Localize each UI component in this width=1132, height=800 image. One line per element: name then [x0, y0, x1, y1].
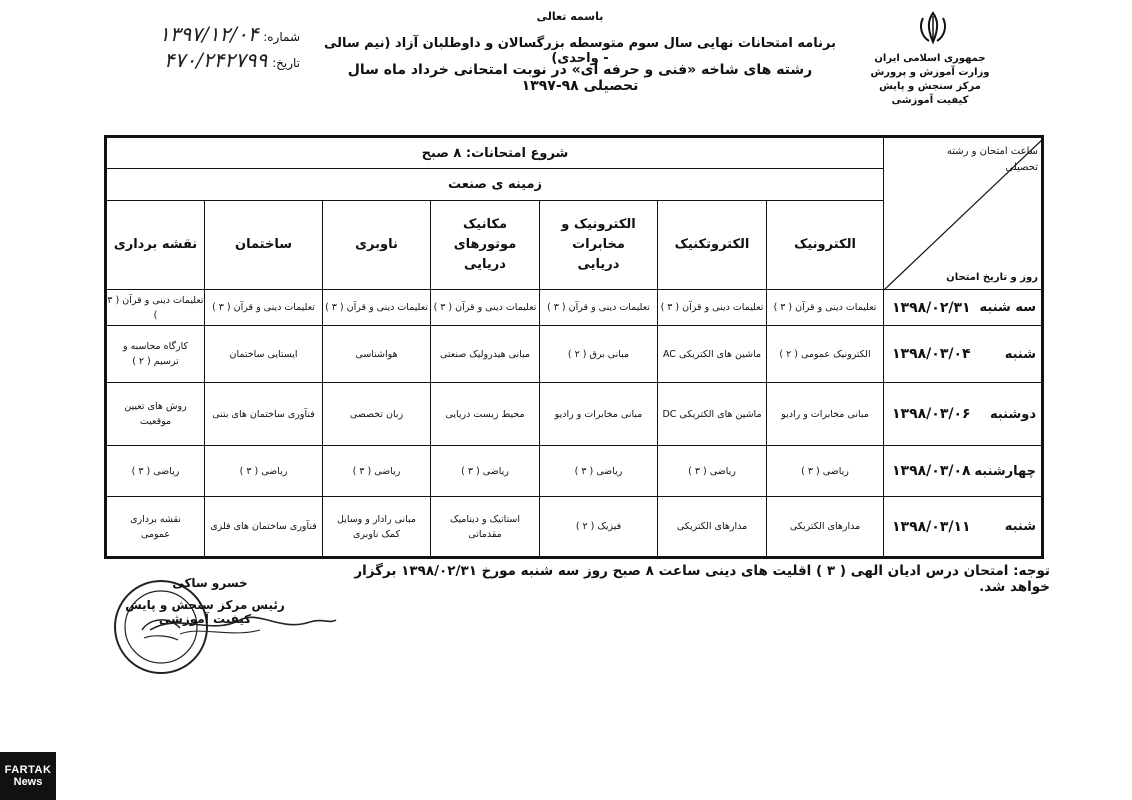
row-2-date: ۱۳۹۸/۰۳/۰۴ — [892, 346, 971, 362]
table-cell: استاتیک و دینامیک مقدماتی — [431, 497, 540, 556]
table-cell: نقشه برداری عمومی — [107, 497, 205, 556]
table-cell: مبانی هیدرولیک صنعتی — [431, 326, 540, 383]
table-cell: ریاضی ( ۳ ) — [107, 446, 205, 497]
col-header-electrotechnics: الکتروتکنیک — [658, 201, 767, 290]
footnote: توجه: امتحان درس ادیان الهی ( ۳ ) اقلیت های دینی ساعت ۸ صبح روز سه شنبه مورخ ۱۳۹۸/۰۲/۳۱ برگزار خواهد شد. — [354, 563, 1050, 595]
table-cell: مبانی مخابرات و رادیو — [767, 383, 884, 446]
date-value: ۴۷۰/۲۴۲۷۹۹ — [163, 48, 268, 72]
col-header-electronics: الکترونیک — [767, 201, 884, 290]
table-cell: ریاضی ( ۳ ) — [431, 446, 540, 497]
table-cell: ریاضی ( ۳ ) — [323, 446, 431, 497]
exam-schedule-table — [104, 135, 1044, 559]
col-header-navigation: ناوبری — [323, 201, 431, 290]
table-cell: فنآوری ساختمان های فلزی — [205, 497, 323, 556]
table-cell: روش های تعیین موقعیت — [107, 383, 205, 446]
org-block — [870, 52, 990, 108]
title-line-1: برنامه امتحانات نهایی سال سوم متوسطه بزرگسالان و داوطلبان آزاد (نیم سالی - واحدی) — [323, 36, 837, 66]
table-cell: مبانی برق ( ۲ ) — [540, 326, 658, 383]
table-cell: مدارهای الکتریکی — [658, 497, 767, 556]
table-cell: ریاضی ( ۳ ) — [658, 446, 767, 497]
table-cell: تعلیمات دینی و قرآن ( ۳ ) — [431, 290, 540, 326]
iran-emblem-icon — [915, 10, 951, 46]
letter-date — [85, 48, 300, 72]
table-cell: فنآوری ساختمان های بتنی — [205, 383, 323, 446]
title-line-2: رشته های شاخه «فنی و حرفه ای» در نوبت امتحانی خرداد ماه سال تحصیلی ۹۸-۱۳۹۷ — [347, 62, 813, 94]
row-1-day: سه شنبه — [979, 300, 1036, 315]
table-cell: ماشین های الکتریکی AC — [658, 326, 767, 383]
table-cell: مبانی رادار و وسایل کمک ناوبری — [323, 497, 431, 556]
date-label: تاریخ: — [272, 56, 300, 70]
row-4-day: چهارشنبه — [974, 463, 1036, 479]
table-cell: ریاضی ( ۳ ) — [540, 446, 658, 497]
row-4-date: ۱۳۹۸/۰۳/۰۸ — [892, 463, 971, 479]
signature-icon — [140, 602, 340, 642]
row-1-date: ۱۳۹۸/۰۲/۳۱ — [892, 299, 971, 316]
letter-number — [110, 22, 300, 46]
row-5-day: شنبه — [1004, 519, 1036, 534]
start-time-row: شروع امتحانات: ۸ صبح — [107, 138, 884, 169]
corner-top-label: ساعت امتحان و رشته تحصیلی — [946, 146, 1038, 173]
row-4-day-cell — [884, 446, 1044, 497]
brand-line-1: FARTAK — [4, 764, 52, 776]
bismillah-line: باسمه تعالی — [536, 10, 604, 23]
table-cell: مبانی مخابرات و رادیو — [540, 383, 658, 446]
col-header-surveying: نقشه برداری — [107, 201, 205, 290]
table-cell: الکترونیک عمومی ( ۲ ) — [767, 326, 884, 383]
number-value: ۱۳۹۷/۱۲/۰۴ — [159, 22, 259, 46]
table-cell: فیزیک ( ۲ ) — [540, 497, 658, 556]
corner-bottom-label: روز و تاریخ امتحان — [946, 272, 1038, 283]
signer-title: رئیس مرکز سنجش و پایش کیفیت آموزشی — [125, 598, 285, 626]
signer-name: خسرو ساکی — [172, 576, 248, 590]
fartak-news-logo — [0, 752, 56, 800]
table-cell: کارگاه محاسبه و ترسیم ( ۲ ) — [107, 326, 205, 383]
table-cell: محیط زیست دریایی — [431, 383, 540, 446]
number-label: شماره: — [263, 30, 300, 44]
row-2-day: شنبه — [1004, 346, 1036, 362]
row-5-day-cell — [884, 497, 1044, 556]
col-header-marine-electronics: الکترونیک و مخابرات دریایی — [540, 201, 658, 290]
org-line-ministry: وزارت آموزش و پرورش — [870, 67, 990, 78]
table-cell: تعلیمات دینی و قرآن ( ۳ ) — [767, 290, 884, 326]
corner-header-cell — [884, 138, 1044, 290]
org-line-center: مرکز سنجش و پایش کیفیت آموزشی — [879, 81, 981, 106]
org-line-country: جمهوری اسلامی ایران — [874, 53, 986, 64]
row-3-date: ۱۳۹۸/۰۳/۰۶ — [892, 406, 971, 422]
table-cell: ماشین های الکتریکی DC — [658, 383, 767, 446]
brand-line-2: News — [13, 776, 43, 788]
col-header-construction: ساختمان — [205, 201, 323, 290]
table-cell: ایستایی ساختمان — [205, 326, 323, 383]
row-5-date: ۱۳۹۸/۰۳/۱۱ — [892, 518, 971, 535]
table-cell: ریاضی ( ۳ ) — [205, 446, 323, 497]
field-row: زمینه ی صنعت — [107, 169, 884, 201]
row-1-day-cell — [884, 290, 1044, 326]
table-cell: مدارهای الکتریکی — [767, 497, 884, 556]
table-cell: زبان تخصصی — [323, 383, 431, 446]
table-cell: هواشناسی — [323, 326, 431, 383]
col-header-marine-engines: مکانیک موتورهای دریایی — [431, 201, 540, 290]
table-cell: تعلیمات دینی و قرآن ( ۳ ) — [323, 290, 431, 326]
table-cell: تعلیمات دینی و قرآن ( ۳ ) — [107, 290, 205, 326]
table-cell: تعلیمات دینی و قرآن ( ۳ ) — [205, 290, 323, 326]
table-cell: ریاضی ( ۳ ) — [767, 446, 884, 497]
table-cell: تعلیمات دینی و قرآن ( ۳ ) — [540, 290, 658, 326]
row-3-day-cell — [884, 383, 1044, 446]
row-3-day: دوشنبه — [989, 406, 1036, 422]
row-2-day-cell — [884, 326, 1044, 383]
table-cell: تعلیمات دینی و قرآن ( ۳ ) — [658, 290, 767, 326]
